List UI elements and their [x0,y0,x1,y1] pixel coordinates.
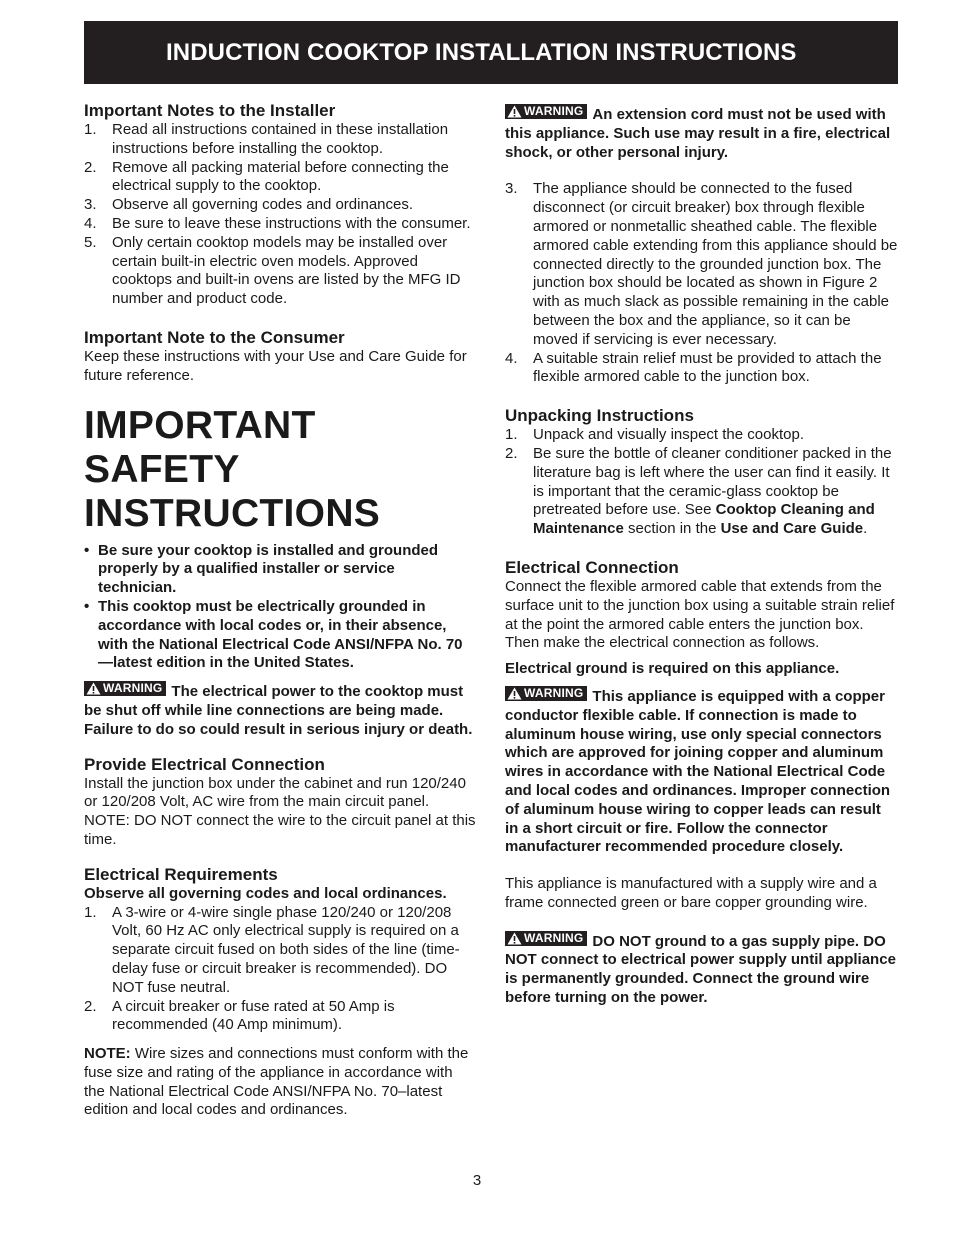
list-item: • This cooktop must be electrically grounded in accordance with local codes or, in their absence, with the National Electrical Code ANSI/NFPA No. 70—latest edition in the United States. [84,598,476,673]
list-item: 3. The appliance should be connected to the fused disconnect (or circuit breaker) box through flexible armored or nonmetallic sheathed cable. The flexible armored cable extending from this appliance should be connected directly to the grounded junction box. The junction box should be located as shown in Figure 2 with as much slack as possible remaining in the cable between the box and the appliance, so it can be moved if servicing is ever necessary. [505,180,898,348]
electrical-requirements-heading: Electrical Requirements [84,864,278,884]
ground-required-text: Electrical ground is required on this appliance. [505,660,840,678]
unpacking-heading: Unpacking Instructions [505,406,694,426]
safety-bullets [84,542,476,674]
warning-badge: WARNING [84,681,166,696]
list-item: 1. Unpack and visually inspect the cooktop. [505,426,804,444]
warning-badge: WARNING [505,686,587,701]
page-title: INDUCTION COOKTOP INSTALLATION INSTRUCTIONS [166,38,797,66]
requirements-list [84,904,476,1036]
electrical-connection-text: Connect the flexible armored cable that extends from the surface unit to the junction box using a suitable strain relief at the point the armored cable enters the junction box. Then make the electrical connection as follows. [505,577,895,652]
electrical-connection-heading: Electrical Connection [505,557,679,577]
list-item: 3. Observe all governing codes and ordinances. [84,196,414,214]
unpacking-list [505,426,898,539]
grounding-wire-text: This appliance is manufactured with a supply wire and a frame connected green or bare copper grounding wire. [505,875,877,911]
consumer-note-heading: Important Note to the Consumer [84,327,345,347]
aluminum-wiring-warning: WARNING This appliance is equipped with a copper conductor flexible cable. If connection is made to aluminum house wiring, use only special connectors which are approved for joining copper and aluminum wires in accordance with the National Electrical Code and local codes and ordinances. Improper connection of aluminum house wiring to copper leads can result in a short circuit or fire. Follow the connector manufacturer recommended procedure closely. [505,686,891,856]
left-column [84,100,476,1120]
provide-connection-text: Install the junction box under the cabinet and run 120/240 or 120/208 Volt, AC wire from the main circuit panel. NOTE: DO NOT connect the wire to the circuit panel at this time. [84,774,476,848]
gas-pipe-warning: WARNING DO NOT ground to a gas supply pipe. DO NOT connect to electrical power supply until appliance is permanently grounded. Connect the ground wire before turning on the power. [505,930,896,1007]
list-item: 4. Be sure to leave these instructions with the consumer. [84,214,471,232]
warning-badge: WARNING [505,104,587,119]
provide-connection-heading: Provide Electrical Connection [84,754,325,774]
extension-cord-warning: WARNING An extension cord must not be used with this appliance. Such use may result in a fire, electrical shock, or other personal injury. [505,104,891,161]
list-item: 2. A circuit breaker or fuse rated at 50 Amp is recommended (40 Amp minimum). [84,997,395,1034]
installer-notes-heading: Important Notes to the Installer [84,101,336,120]
list-item: 2. Be sure the bottle of cleaner conditioner packed in the literature bag is left where the user can find it easily. It is important that the ceramic-glass cooktop be pretreated before use. See Cooktop Cleaning and Maintenance section in the Use and Care Guide. [505,444,892,538]
power-shutoff-warning: WARNING The electrical power to the cooktop must be shut off while line connections are being made. Failure to do so could result in serious injury or death. [84,681,473,738]
consumer-note-text: Keep these instructions with your Use and Care Guide for future reference. [84,347,467,384]
list-item: 1. A 3-wire or 4-wire single phase 120/240 or 120/208 Volt, 60 Hz AC only electrical supply is required on a separate circuit fused on both sides of the line (time-delay fuse or circuit breaker is recommended). DO NOT fuse neutral. [84,903,460,996]
warning-triangle-icon [507,105,522,118]
header-banner [84,21,898,84]
warning-triangle-icon [507,687,522,700]
warning-triangle-icon [86,682,101,695]
list-item: 5. Only certain cooktop models may be installed over certain built-in electric oven models. Approved cooktops and built-in ovens are listed by the MFG ID number and product code. [84,233,461,308]
safety-title: IMPORTANT SAFETY INSTRUCTIONS [84,403,381,535]
warning-triangle-icon [507,932,522,945]
installer-notes-list [84,121,476,309]
connection-list [505,180,898,387]
warning-badge: WARNING [505,931,587,946]
wire-size-note: NOTE: Wire sizes and connections must conform with the fuse size and rating of the appliance in accordance with the National Electrical Code ANSI/NFPA No. 70–latest edition and local codes and ordinances. [84,1045,469,1119]
page-number: 3 [472,1172,482,1189]
list-item: 1. Read all instructions contained in these installation instructions before installing the cooktop. [84,121,449,157]
requirements-subheading: Observe all governing codes and local ordinances. [84,884,447,902]
right-column [505,104,898,1008]
list-item: 4. A suitable strain relief must be provided to attach the flexible armored cable to the junction box. [505,349,882,386]
list-item: 2. Remove all packing material before connecting the electrical supply to the cooktop. [84,158,449,195]
list-item: • Be sure your cooktop is installed and grounded properly by a qualified installer or service technician. [84,542,476,598]
